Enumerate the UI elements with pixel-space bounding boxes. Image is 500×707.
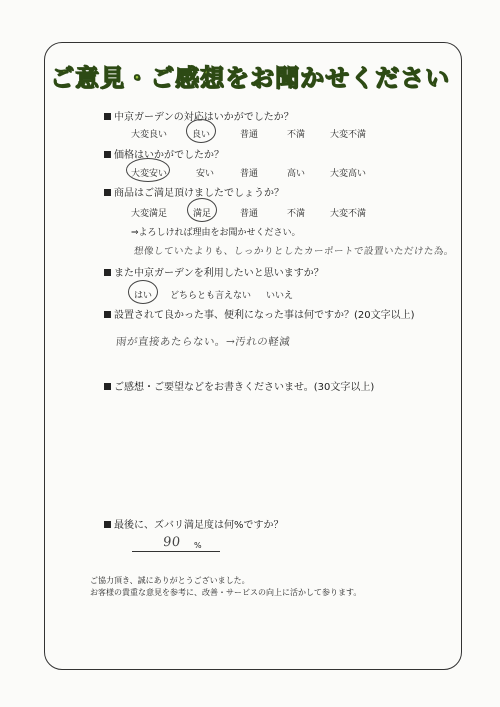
question-2-label: 価格はいかがでしたか？ [114, 150, 224, 161]
q1-selected-circle [186, 119, 216, 143]
square-bullet-icon [104, 113, 111, 120]
question-3-label: 商品はご満足頂けましたでしょうか？ [114, 188, 284, 199]
q3-option-1[interactable]: 大変満足 [131, 209, 168, 219]
question-5-label: 設置されて良かった事、便利になった事は何ですか？(20文字以上) [114, 310, 415, 321]
question-7 [104, 516, 284, 531]
q4-option-2[interactable]: どちらとも言えない [170, 291, 252, 301]
square-bullet-icon [104, 189, 111, 196]
question-6-label: ご感想・ご要望などをお書きくださいませ。(30文字以上) [114, 382, 375, 393]
q5-answer: 雨が直接あたらない。→汚れの軽減 [115, 336, 291, 348]
q7-answer-underline [132, 551, 220, 552]
q1-option-2[interactable]: 良い [192, 130, 211, 140]
q1-option-4[interactable]: 不満 [287, 130, 306, 140]
question-6 [104, 378, 374, 393]
question-3 [104, 184, 284, 199]
q3-option-5[interactable]: 大変不満 [330, 209, 367, 219]
question-4-label: また中京ガーデンを利用したいと思いますか？ [114, 268, 324, 279]
q2-selected-circle [126, 158, 170, 182]
q3-option-3[interactable]: 普通 [240, 209, 259, 219]
square-bullet-icon [104, 311, 111, 318]
q2-option-1[interactable]: 大変安い [131, 169, 168, 179]
square-bullet-icon [104, 383, 111, 390]
square-bullet-icon [104, 151, 111, 158]
q2-option-4[interactable]: 高い [287, 169, 306, 179]
question-2 [104, 146, 224, 161]
q7-answer: 90 [162, 535, 182, 550]
q7-unit: % [194, 541, 202, 550]
q3-selected-circle [187, 198, 217, 222]
footer-thanks: ご協力頂き、誠にありがとうございました。 [90, 576, 250, 585]
question-4 [104, 264, 324, 279]
question-7-label: 最後に、ズバリ満足度は何%ですか？ [114, 520, 284, 531]
q1-option-1[interactable]: 大変良い [131, 130, 168, 140]
q4-option-1[interactable]: はい [134, 291, 153, 301]
q1-option-3[interactable]: 普通 [240, 130, 259, 140]
q1-option-5[interactable]: 大変不満 [330, 130, 367, 140]
q2-option-5[interactable]: 大変高い [330, 169, 367, 179]
square-bullet-icon [104, 269, 111, 276]
footer-note: お客様の貴重な意見を参考に、改善・サービスの向上に活かして参ります。 [90, 588, 362, 597]
q4-selected-circle [128, 280, 158, 304]
q2-option-3[interactable]: 普通 [240, 169, 259, 179]
q3-reason-prompt: ⇒よろしければ理由をお聞かせください。 [131, 228, 301, 238]
q3-option-2[interactable]: 満足 [193, 209, 212, 219]
square-bullet-icon [104, 521, 111, 528]
survey-title: ご意見・ご感想をお聞かせください [50, 64, 450, 92]
question-5 [104, 306, 415, 321]
q4-option-3[interactable]: いいえ [266, 291, 294, 301]
q3-reason-answer: 想像していたよりも、しっかりとしたカーポートで設置いただけた為。 [133, 246, 455, 257]
q2-option-2[interactable]: 安い [196, 169, 215, 179]
question-1-label: 中京ガーデンの対応はいかがでしたか？ [114, 112, 294, 123]
q3-option-4[interactable]: 不満 [287, 209, 306, 219]
